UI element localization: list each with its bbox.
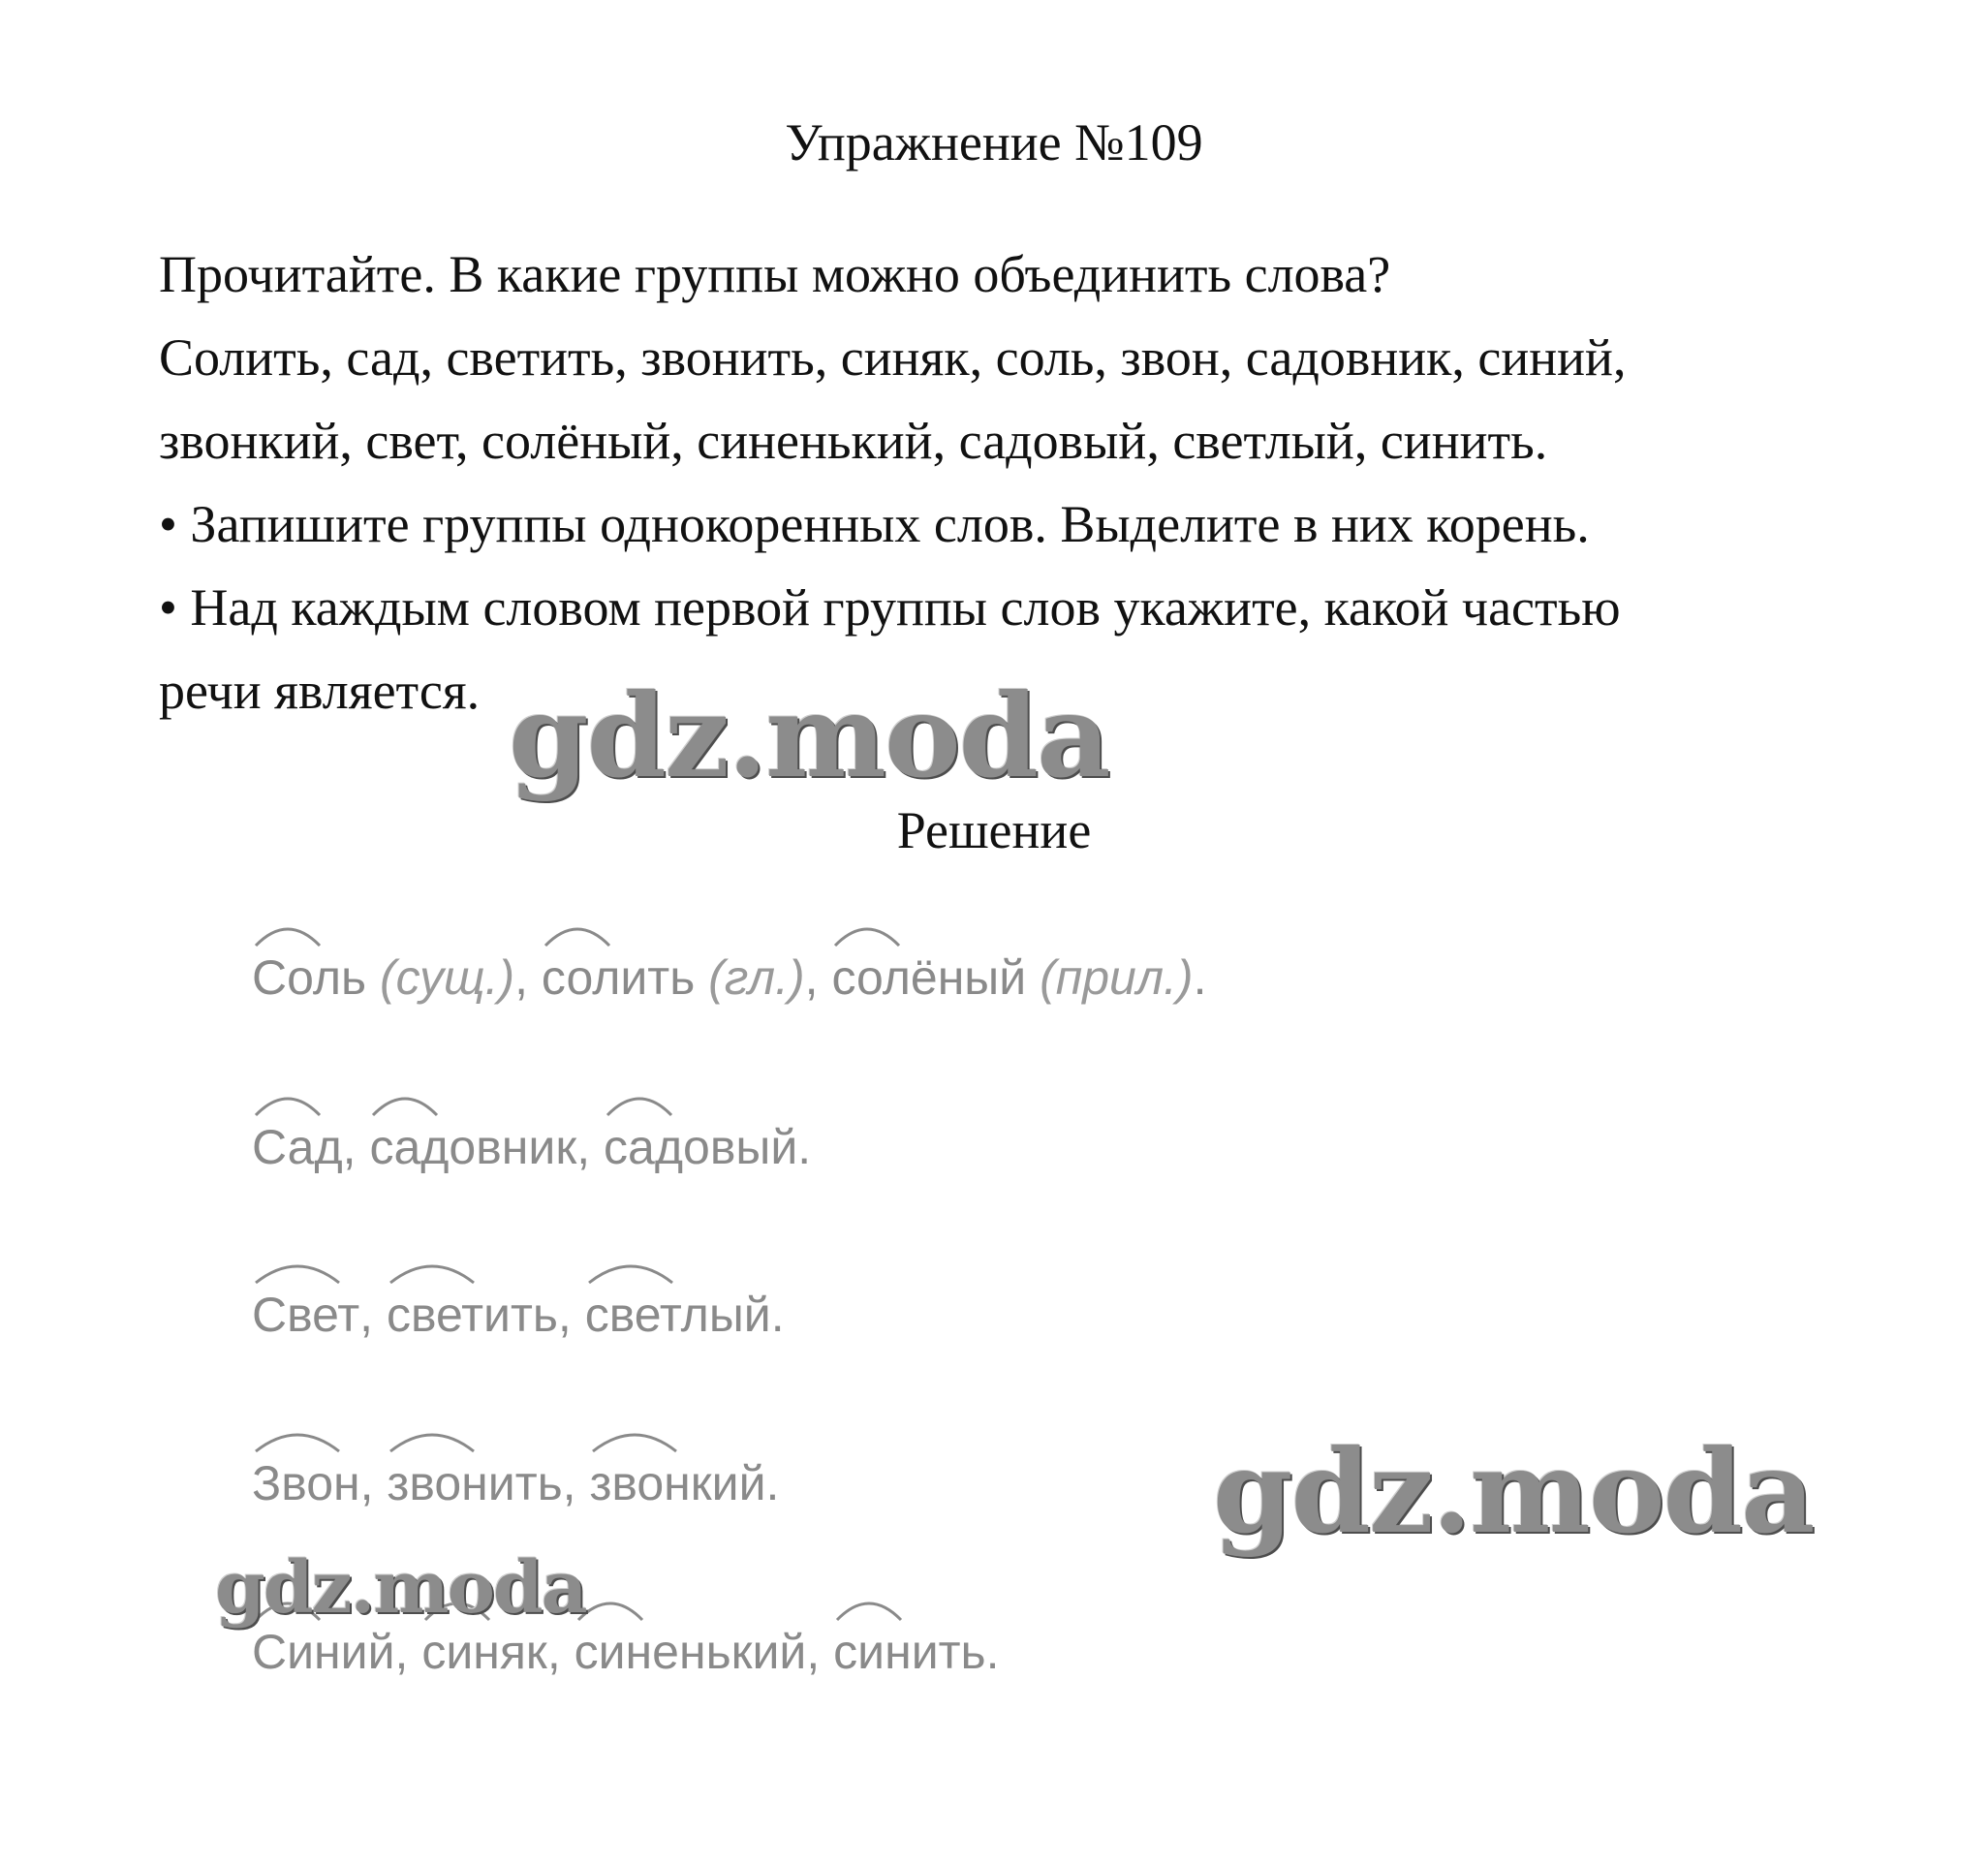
solution-row: [252, 1119, 811, 1175]
separator: .: [985, 1625, 1000, 1679]
root-arc-icon: [371, 1088, 439, 1117]
watermark-text: gdz.moda: [215, 1546, 586, 1630]
root-word: светлый: [585, 1287, 771, 1343]
root-word: солить: [542, 949, 695, 1006]
root-arc-icon: [254, 1424, 341, 1453]
separator: ,: [359, 1456, 388, 1510]
watermark-text: gdz.moda: [1213, 1424, 1814, 1559]
root-arc-icon: [606, 1088, 673, 1117]
root-word: садовый: [604, 1119, 797, 1175]
root-word: солёный: [831, 949, 1026, 1006]
part-of-speech-label: (сущ.): [366, 950, 515, 1005]
root-word: звонкий: [589, 1455, 765, 1511]
solution-row: [252, 949, 1207, 1006]
separator: ,: [557, 1288, 585, 1342]
separator: ,: [342, 1120, 370, 1174]
solution-row: [252, 1624, 999, 1680]
separator: .: [797, 1120, 812, 1174]
root-word: звонить: [387, 1455, 562, 1511]
root-word: Синий: [252, 1624, 395, 1680]
root-word: синенький: [575, 1624, 807, 1680]
separator: ,: [514, 950, 542, 1005]
part-of-speech-label: (гл.): [695, 950, 805, 1005]
root-arc-icon: [576, 1593, 644, 1622]
separator: .: [770, 1288, 785, 1342]
exercise-line: звонкий, свет, солёный, синенький, садовый, светлый, синить.: [159, 412, 1548, 470]
root-arc-icon: [835, 1593, 903, 1622]
exercise-line: • Над каждым словом первой группы слов укажите, какой частью: [159, 578, 1621, 637]
root-word: Звон: [252, 1455, 360, 1511]
exercise-title: Упражнение №109: [785, 113, 1203, 171]
root-arc-icon: [544, 918, 611, 948]
separator: ,: [359, 1288, 387, 1342]
exercise-line: Солить, сад, светить, звонить, синяк, соль, звон, садовник, синий,: [159, 328, 1627, 387]
watermark-text: gdz.moda: [509, 669, 1109, 803]
root-arc-icon: [388, 1256, 476, 1285]
root-word: синяк: [421, 1624, 547, 1680]
exercise-line: Прочитайте. В какие группы можно объединить слова?: [159, 245, 1391, 303]
root-word: Сад: [252, 1119, 343, 1175]
root-word: Свет: [252, 1287, 359, 1343]
root-arc-icon: [254, 918, 322, 948]
separator: ,: [562, 1456, 590, 1510]
exercise-line: речи является.: [159, 662, 481, 720]
separator: ,: [394, 1625, 422, 1679]
separator: ,: [806, 1625, 834, 1679]
root-arc-icon: [833, 918, 901, 948]
separator: .: [765, 1456, 780, 1510]
root-arc-icon: [591, 1424, 678, 1453]
solution-row: [252, 1287, 785, 1343]
root-arc-icon: [254, 1088, 322, 1117]
root-word: садовник: [369, 1119, 576, 1175]
separator: ,: [804, 950, 832, 1005]
separator: .: [1193, 950, 1207, 1005]
exercise-line: • Запишите группы однокоренных слов. Выделите в них корень.: [159, 495, 1590, 553]
root-word: Соль: [252, 949, 366, 1006]
solution-title: Решение: [896, 801, 1092, 859]
solution-row: [252, 1455, 779, 1511]
root-arc-icon: [254, 1256, 341, 1285]
root-arc-icon: [587, 1256, 674, 1285]
root-word: светить: [387, 1287, 558, 1343]
separator: ,: [546, 1625, 575, 1679]
root-word: синить: [833, 1624, 985, 1680]
part-of-speech-label: (прил.): [1026, 950, 1194, 1005]
exercise-text: [159, 233, 1903, 732]
root-arc-icon: [388, 1424, 476, 1453]
separator: ,: [576, 1120, 605, 1174]
